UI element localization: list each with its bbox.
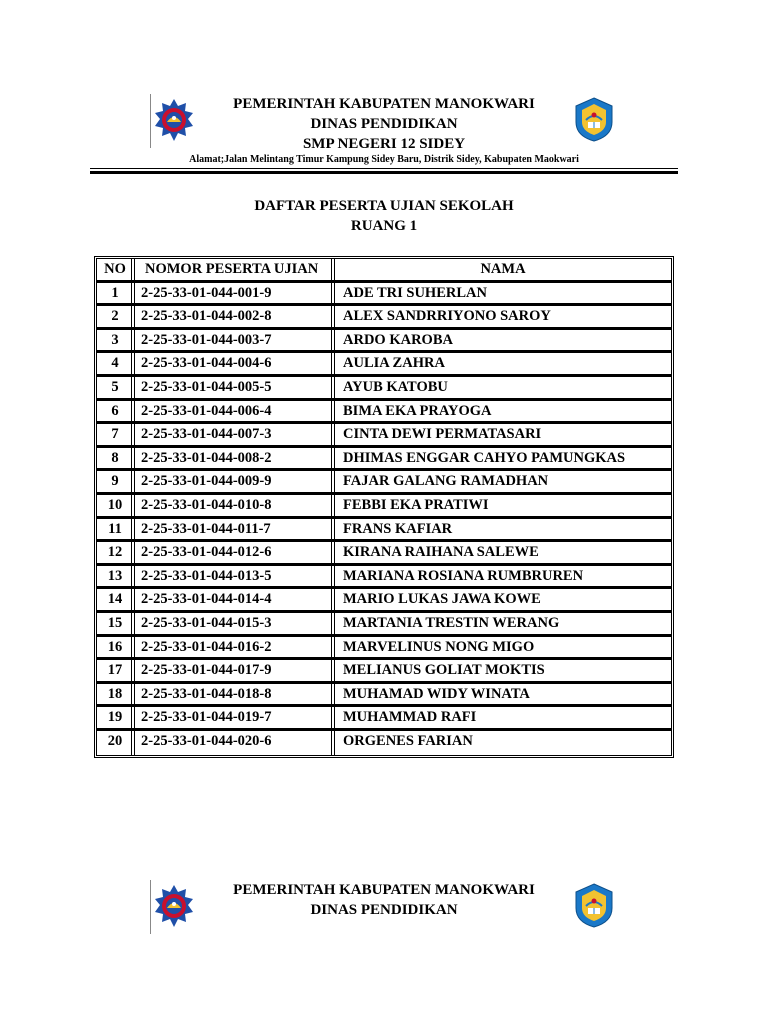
table-row <box>97 613 671 637</box>
row-number: 11 <box>108 520 122 537</box>
row-number: 16 <box>107 638 123 655</box>
row-number: 9 <box>111 473 119 490</box>
gov-title: PEMERINTAH KABUPATEN MANOKWARI <box>233 882 535 898</box>
participant-name: MUHAMAD WIDY WINATA <box>343 685 530 702</box>
row-number: 15 <box>107 615 123 631</box>
participant-number: 2-25-33-01-044-009-9 <box>141 473 272 490</box>
table-row <box>97 660 671 684</box>
participant-name: ARDO KAROBA <box>343 331 453 348</box>
participant-name: MARIO LUKAS JAWA KOWE <box>343 591 541 608</box>
participant-number: 2-25-33-01-044-007-3 <box>141 426 272 443</box>
participant-name: BIMA EKA PRAYOGA <box>343 402 492 419</box>
letterhead-text <box>0 94 768 154</box>
row-number: 20 <box>107 733 123 749</box>
table-row <box>97 330 671 354</box>
participant-number: 2-25-33-01-044-011-7 <box>141 520 271 537</box>
table-row <box>97 519 671 543</box>
row-number: 3 <box>111 331 119 348</box>
participant-number: 2-25-33-01-044-018-8 <box>141 685 272 702</box>
school-title: SMP NEGERI 12 SIDEY <box>302 136 466 152</box>
row-number: 8 <box>111 449 119 466</box>
row-number: 1 <box>111 284 119 301</box>
table-row <box>97 424 671 448</box>
school-address: Alamat;Jalan Melintang Timur Kampung Sidey Baru, Distrik Sidey, Kabupaten Maokwari <box>189 154 579 165</box>
participant-name: MELIANUS GOLIAT MOKTIS <box>343 662 545 679</box>
participant-number: 2-25-33-01-044-019-7 <box>141 709 272 726</box>
participant-name: FAJAR GALANG RAMADHAN <box>343 473 549 490</box>
table-row <box>97 566 671 590</box>
participant-number: 2-25-33-01-044-014-4 <box>141 591 272 608</box>
document-title <box>0 196 768 236</box>
row-number: 13 <box>107 567 123 584</box>
participant-number: 2-25-33-01-044-015-3 <box>141 615 272 631</box>
row-number: 5 <box>111 379 119 395</box>
participant-name: MARTANIA TRESTIN WERANG <box>343 615 560 631</box>
participant-number: 2-25-33-01-044-006-4 <box>141 402 272 419</box>
table-row <box>97 637 671 661</box>
participant-name: KIRANA RAIHANA SALEWE <box>343 544 539 561</box>
tut-wuri-handayani-icon <box>572 882 616 928</box>
table-row <box>97 707 671 731</box>
participant-name: CINTA DEWI PERMATASARI <box>343 426 542 443</box>
tut-wuri-handayani-icon <box>572 96 616 142</box>
table-row <box>97 495 671 519</box>
participant-name: DHIMAS ENGGAR CAHYO PAMUNGKAS <box>343 449 626 466</box>
table-row <box>97 283 671 307</box>
gov-title: PEMERINTAH KABUPATEN MANOKWARI <box>233 96 535 112</box>
header-no: NO <box>104 261 126 277</box>
participant-number: 2-25-33-01-044-017-9 <box>141 662 272 679</box>
row-number: 7 <box>111 426 119 443</box>
participant-name: MUHAMMAD RAFI <box>343 709 477 726</box>
participant-name: ORGENES FARIAN <box>343 733 473 749</box>
participant-name: FRANS KAFIAR <box>343 520 453 537</box>
table-row <box>97 401 671 425</box>
participant-number: 2-25-33-01-044-012-6 <box>141 544 272 561</box>
participant-name: ALEX SANDRRIYONO SAROY <box>343 308 551 325</box>
participant-number: 2-25-33-01-044-010-8 <box>141 497 272 513</box>
row-number: 12 <box>107 544 123 561</box>
participant-name: FEBBI EKA PRATIWI <box>343 497 489 513</box>
row-number: 17 <box>107 662 123 679</box>
participant-number: 2-25-33-01-044-002-8 <box>141 308 272 325</box>
row-number: 6 <box>111 402 119 419</box>
participant-number: 2-25-33-01-044-008-2 <box>141 449 272 466</box>
participant-number: 2-25-33-01-044-013-5 <box>141 567 272 584</box>
participant-table <box>94 256 674 758</box>
participant-number: 2-25-33-01-044-020-6 <box>141 733 272 749</box>
header-divider-thick <box>90 171 678 174</box>
row-number: 4 <box>111 355 119 372</box>
row-number: 19 <box>107 709 123 726</box>
participant-number: 2-25-33-01-044-001-9 <box>141 284 272 301</box>
row-number: 14 <box>107 591 123 608</box>
table-row <box>97 731 671 755</box>
participant-name: MARVELINUS NONG MIGO <box>343 638 535 655</box>
table-row <box>97 353 671 377</box>
table-row <box>97 377 671 401</box>
header-name: NAMA <box>480 261 526 277</box>
participant-name: AULIA ZAHRA <box>343 355 445 372</box>
row-number: 18 <box>107 685 123 702</box>
participant-number: 2-25-33-01-044-005-5 <box>141 379 272 395</box>
dept-title: DINAS PENDIDIKAN <box>310 902 458 918</box>
letterhead-text <box>0 880 768 920</box>
table-header-row <box>97 259 671 283</box>
table-row <box>97 306 671 330</box>
table-row <box>97 471 671 495</box>
dept-title: DINAS PENDIDIKAN <box>310 116 458 132</box>
table-row <box>97 589 671 613</box>
participant-number: 2-25-33-01-044-003-7 <box>141 331 272 348</box>
row-number: 2 <box>111 308 119 325</box>
header-divider-thin <box>90 168 678 169</box>
table-row <box>97 542 671 566</box>
participant-name: ADE TRI SUHERLAN <box>343 284 487 301</box>
table-row <box>97 448 671 472</box>
participant-number: 2-25-33-01-044-016-2 <box>141 638 272 655</box>
participant-number: 2-25-33-01-044-004-6 <box>141 355 272 372</box>
title-line-1: DAFTAR PESERTA UJIAN SEKOLAH <box>254 198 514 214</box>
participant-name: AYUB KATOBU <box>343 379 448 395</box>
table-row <box>97 684 671 708</box>
header-number: NOMOR PESERTA UJIAN <box>145 261 319 277</box>
title-line-2: RUANG 1 <box>350 218 418 234</box>
row-number: 10 <box>107 497 123 513</box>
participant-name: MARIANA ROSIANA RUMBRUREN <box>343 567 584 584</box>
